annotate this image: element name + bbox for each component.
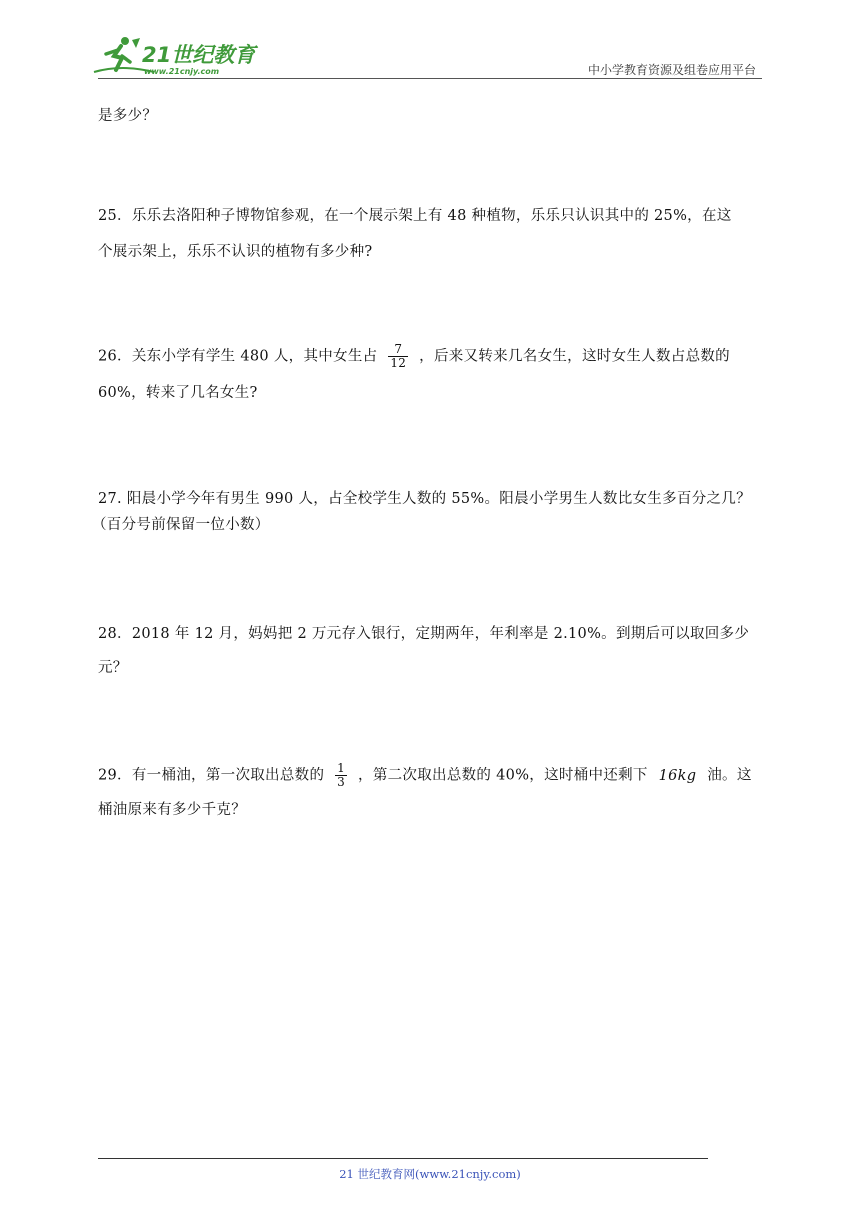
- fraction: [388, 343, 408, 370]
- question-29: [98, 762, 762, 823]
- question-line: 27. 阳晨小学今年有男生 990 人，占全校学生人数的 55%。阳晨小学男生人数比女生多百分之几？: [98, 491, 751, 507]
- question-28: [98, 621, 762, 681]
- header-divider: [98, 78, 762, 79]
- question-25: [98, 203, 762, 265]
- question-line: （百分号前保留一位小数）: [92, 517, 270, 533]
- question-line: 25．乐乐去洛阳种子博物馆参观，在一个展示架上有 48 种植物，乐乐只认识其中的 25%，在这: [98, 208, 732, 224]
- question-line: 是多少？: [98, 108, 158, 124]
- question-text: ，第二次取出总数的 40%，这时桶中还剩下: [358, 767, 648, 784]
- fraction-denominator: 3: [337, 775, 346, 789]
- question-text: ，后来又转来几名女生，这时女生人数占总数的: [419, 348, 730, 365]
- question-text: 29．有一桶油，第一次取出总数的: [98, 767, 325, 784]
- fraction-numerator: 1: [337, 761, 346, 775]
- logo-text: 21世纪教育: [142, 43, 256, 67]
- logo-url: www.21cnjy.com: [144, 67, 220, 76]
- question-line: 元？: [98, 660, 128, 676]
- question-line: 个展示架上，乐乐不认识的植物有多少种?: [98, 244, 373, 260]
- footer-divider: [98, 1158, 708, 1159]
- math-quantity: 16kg: [658, 767, 697, 784]
- question-line: 桶油原来有多少千克？: [98, 802, 246, 818]
- question-line: [98, 343, 762, 370]
- question-line: 28．2018 年 12 月，妈妈把 2 万元存入银行，定期两年，年利率是 2.10%。到期后可以取回多少: [98, 626, 750, 642]
- question-27: [92, 486, 762, 538]
- site-logo: [92, 34, 262, 78]
- footer-link[interactable]: 21 世纪教育网(www.21cnjy.com): [339, 1167, 521, 1181]
- question-24-tail: [98, 103, 762, 129]
- platform-title: 中小学教育资源及组卷应用平台: [587, 63, 756, 77]
- question-26: [98, 343, 762, 406]
- fraction: [335, 762, 347, 789]
- question-text: 油。这: [707, 767, 752, 784]
- question-line: 60%，转来了几名女生?: [98, 385, 258, 401]
- fraction-denominator: 12: [390, 356, 407, 370]
- fraction-numerator: 7: [388, 343, 408, 357]
- question-line: [98, 762, 762, 789]
- question-text: 26．关东小学有学生 480 人，其中女生占: [98, 348, 378, 365]
